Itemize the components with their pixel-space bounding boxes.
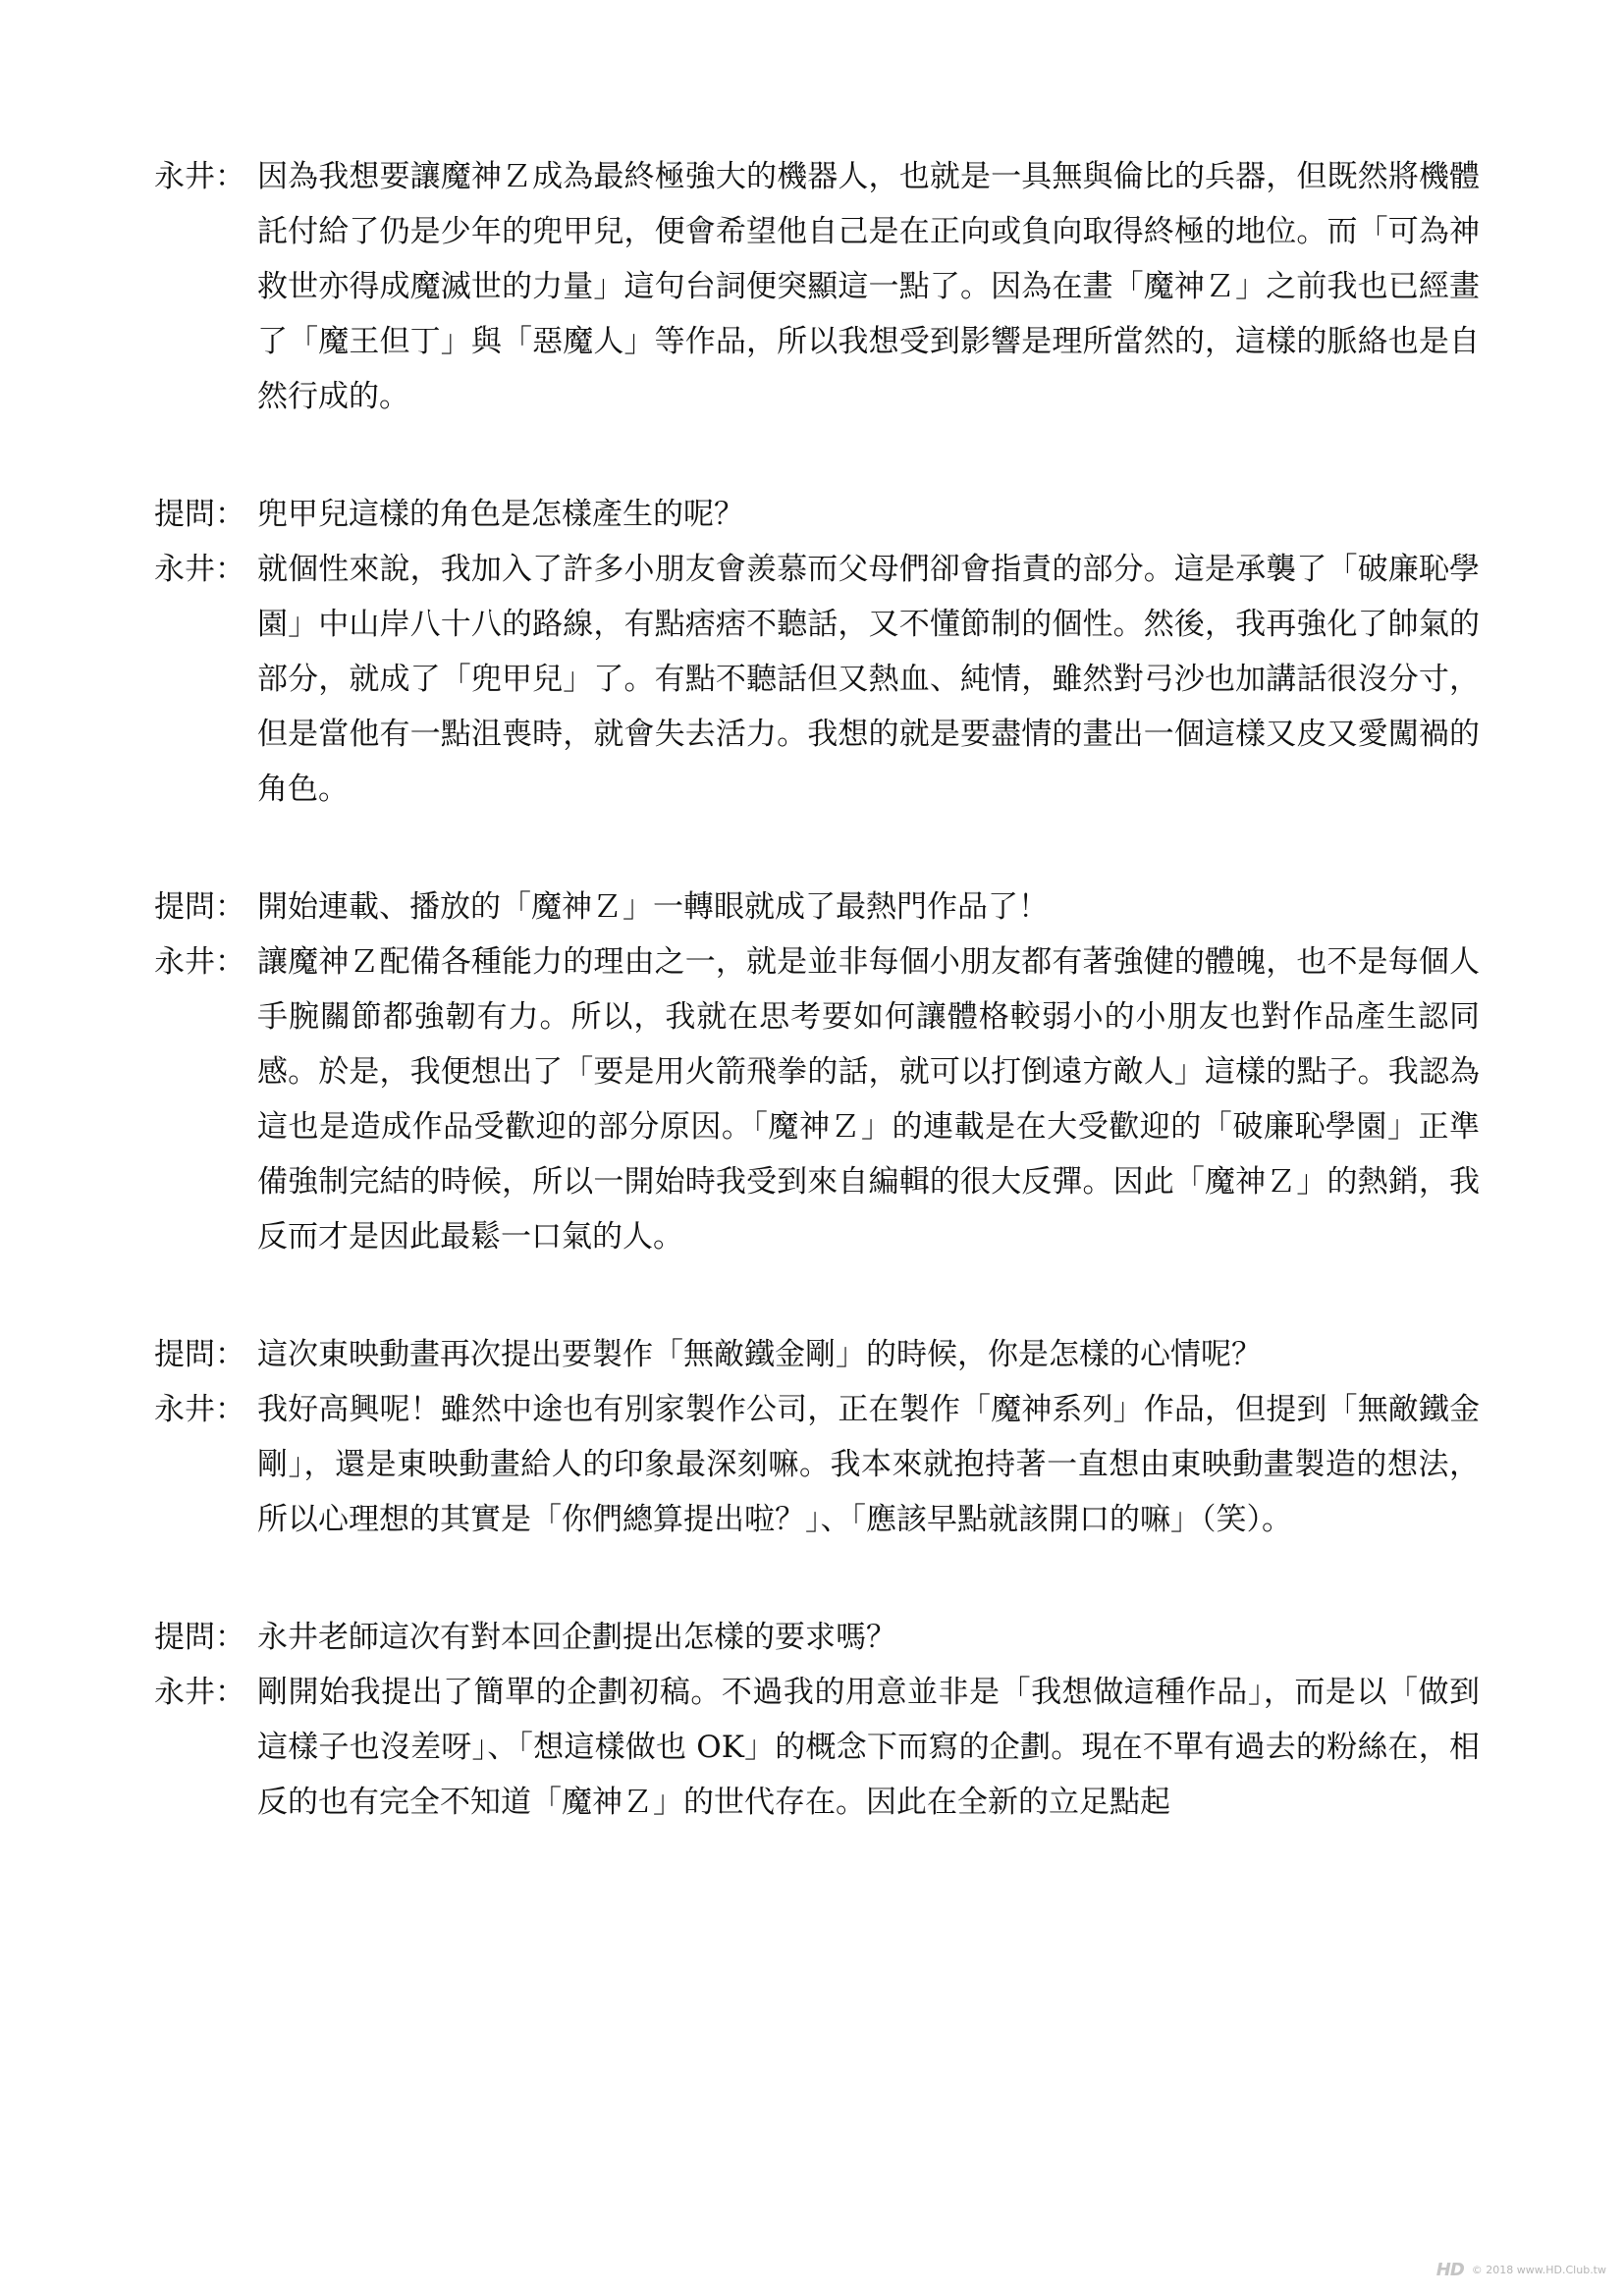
paragraph-gap bbox=[154, 817, 1482, 880]
answer-block bbox=[154, 1382, 1482, 1547]
site-watermark bbox=[1436, 2260, 1606, 2280]
answer-block bbox=[154, 934, 1482, 1264]
paragraph-gap bbox=[154, 1264, 1482, 1327]
speaker-label: 提問： bbox=[154, 1620, 245, 1655]
question-block bbox=[154, 1327, 1482, 1382]
interview-transcript bbox=[154, 149, 1482, 1830]
answer-text: 就個性來說，我加入了許多小朋友會羨慕而父母們卻會指責的部分。這是承襲了「破廉恥學園」中山岸八十八的路線，有點痞痞不聽話，又不懂節制的個性。然後，我再強化了帥氣的部分，就成了「兜甲兒」了。有點不聽話但又熱血、純情，雖然對弓沙也加講話很沒分寸，但是當他有一點沮喪時，就會失去活力。我想的就是要盡情的畫出一個這樣又皮又愛闖禍的角色。 bbox=[257, 552, 1480, 807]
question-text: 兜甲兒這樣的角色是怎樣產生的呢？ bbox=[257, 497, 744, 532]
answer-text: 我好高興呢！雖然中途也有別家製作公司，正在製作「魔神系列」作品，但提到「無敵鐵金剛」，還是東映動畫給人的印象最深刻嘛。我本來就抱持著一直想由東映動畫製造的想法，所以心理想的其實是「你們總算提出啦？」、「應該早點就該開口的嘛」（笑）。 bbox=[257, 1392, 1480, 1537]
speaker-label: 提問： bbox=[154, 889, 245, 925]
question-text: 永井老師這次有對本回企劃提出怎樣的要求嗎？ bbox=[257, 1620, 896, 1655]
speaker-label: 永井： bbox=[154, 944, 245, 980]
watermark-logo: HD bbox=[1435, 2260, 1464, 2280]
paragraph-gap bbox=[154, 1547, 1482, 1610]
answer-text: 讓魔神Ｚ配備各種能力的理由之一，就是並非每個小朋友都有著強健的體魄，也不是每個人手腕關節都強韌有力。所以，我就在思考要如何讓體格較弱小的小朋友也對作品產生認同感。於是，我便想出了「要是用火箭飛拳的話，就可以打倒遠方敵人」這樣的點子。我認為這也是造成作品受歡迎的部分原因。「魔神Ｚ」的連載是在大受歡迎的「破廉恥學園」正準備強制完結的時候，所以一開始時我受到來自編輯的很大反彈。因此「魔神Ｚ」的熱銷，我反而才是因此最鬆一口氣的人。 bbox=[257, 944, 1480, 1255]
watermark-text: © 2018 www.HD.Club.tw bbox=[1471, 2264, 1606, 2276]
answer-block bbox=[154, 149, 1482, 424]
question-block bbox=[154, 1610, 1482, 1665]
question-text: 這次東映動畫再次提出要製作「無敵鐵金剛」的時候，你是怎樣的心情呢？ bbox=[257, 1337, 1262, 1372]
speaker-label: 提問： bbox=[154, 497, 245, 532]
answer-block bbox=[154, 1665, 1482, 1830]
question-text: 開始連載、播放的「魔神Ｚ」一轉眼就成了最熱門作品了！ bbox=[257, 889, 1049, 925]
speaker-label: 永井： bbox=[154, 552, 245, 587]
question-block bbox=[154, 487, 1482, 542]
speaker-label: 提問： bbox=[154, 1337, 245, 1372]
answer-text: 剛開始我提出了簡單的企劃初稿。不過我的用意並非是「我想做這種作品」，而是以「做到這樣子也沒差呀」、「想這樣做也 OK」的概念下而寫的企劃。現在不單有過去的粉絲在，相反的也有完全不知道「魔神Ｚ」的世代存在。因此在全新的立足點起 bbox=[257, 1675, 1480, 1820]
speaker-label: 永井： bbox=[154, 159, 245, 194]
answer-text: 因為我想要讓魔神Ｚ成為最終極強大的機器人，也就是一具無與倫比的兵器，但既然將機體託付給了仍是少年的兜甲兒，便會希望他自己是在正向或負向取得終極的地位。而「可為神救世亦得成魔滅世的力量」這句台詞便突顯這一點了。因為在畫「魔神Ｚ」之前我也已經畫了「魔王但丁」與「惡魔人」等作品，所以我想受到影響是理所當然的，這樣的脈絡也是自然行成的。 bbox=[257, 159, 1480, 414]
speaker-label: 永井： bbox=[154, 1392, 245, 1427]
paragraph-gap bbox=[154, 424, 1482, 487]
question-block bbox=[154, 880, 1482, 934]
speaker-label: 永井： bbox=[154, 1675, 245, 1710]
answer-block bbox=[154, 542, 1482, 817]
